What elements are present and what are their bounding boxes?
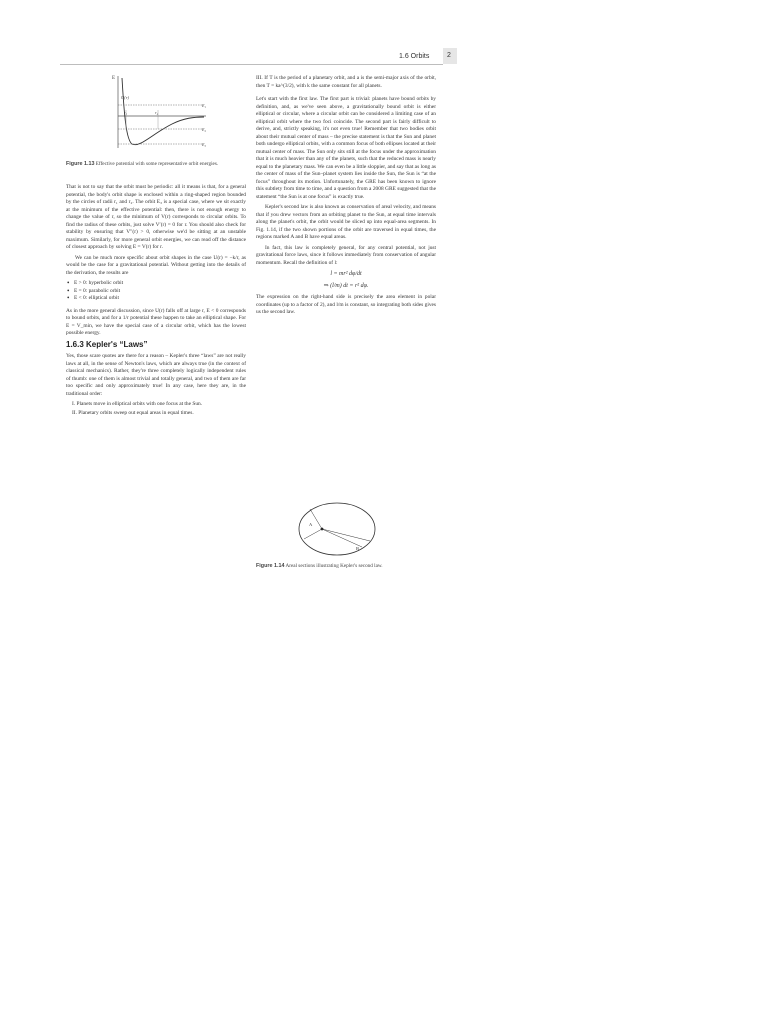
caption-label: Figure 1.13 xyxy=(66,161,95,167)
level-label-e1: E₁ xyxy=(202,103,207,108)
left-column xyxy=(66,184,246,418)
figure-1-14-areal-sections xyxy=(296,499,378,559)
header-rule xyxy=(60,64,443,65)
r1-label: r₁ xyxy=(124,110,128,115)
region-label-a: A xyxy=(309,522,313,527)
kepler-law-2: II. Planetary orbits sweep out equal areas in equal times. xyxy=(72,409,194,416)
equation-angular-momentum: l = mr² dφ/dt xyxy=(330,271,362,277)
caption-text: Areal sections illustrating Kepler's second law. xyxy=(285,563,383,569)
r2-label: r₂ xyxy=(155,110,159,115)
radius-vector xyxy=(322,529,370,541)
caption-text: Effective potential with some representative orbit energies. xyxy=(95,161,219,167)
kepler-law-3: III. If T is the period of a planetary orbit, and a is the semi-major axis of the orbit, then T = ka^(3/2), with k the same constant for all planets. xyxy=(256,75,436,89)
paragraph: As in the more general discussion, since U(r) falls off at large r, E < 0 corresponds to bound orbits, and for a 1/r potential these happen to take an elliptical shape. For E = V_min, we have the special case of a circular orbit, which has the lowest possible energy. xyxy=(66,307,246,336)
level-label-e2: E₂ xyxy=(202,127,207,132)
radius-vector xyxy=(304,529,322,539)
paragraph: We can be much more specific about orbit shapes in the case U(r) = −k/r, as would be the case for a gravitational potential. Without getting into the details of the derivation, the results are xyxy=(66,254,246,276)
equation-areal: ⇒ (l/m) dt = r² dφ. xyxy=(323,282,369,289)
right-column xyxy=(256,75,436,320)
kepler-law-1: I. Planets move in elliptical orbits with one focus at the Sun. xyxy=(72,401,203,407)
figure-1-14-caption xyxy=(256,563,436,570)
paragraph: Kepler's second law is also known as conservation of areal velocity, and means that if you drew vectors from an orbiting planet to the Sun, at equal time intervals along the planet's orbit, the orbit would be sliced up into equal-area segments. In Fig. 1.14, if the two shown portions of the orbit are traversed in equal times, the regions marked A and B have equal areas. xyxy=(256,204,436,240)
caption-label: Figure 1.14 xyxy=(256,563,285,569)
paragraph: Let's start with the first law. The first part is trivial: planets have bound orbits by definition, and, as we've seen above, a gravitationally bound orbit is either elliptical or circular, where a circular orbit can be considered a limiting case of an elliptical orbit where the two foci coincide. The second part is fairly difficult to derive, and, strictly speaking, it's not even true! Remember that two bodies orbit about their mutual center of mass – the precise statement is that the Sun and planet both undergo elliptical orbits, with a common focus of both ellipses located at their mutual center of mass. The Sun only sits still at the focus under the approximation that it is much heavier than any of the planets, such that the reduced mass is nearly equal to the planetary mass. We can even be a little sloppier, and say that as long as the center of mass of the Sun–planet system lies inside the Sun, the Sun is “at the focus” throughout its motion. Unfortunately, the GRE has been known to ignore this subtlety from time to time, and a question from a 2008 GRE suggested that the statement “the Sun is at one focus” is exactly true. xyxy=(256,96,436,200)
curve-label: U(r) xyxy=(121,95,129,100)
region-label-b: B xyxy=(356,546,360,551)
orbit-type-list xyxy=(66,280,246,303)
figure-1-13-caption xyxy=(66,161,241,168)
level-label-e3: E₃ xyxy=(202,142,207,147)
list-item: • E = 0: parabolic orbit xyxy=(74,288,246,296)
paragraph: Yes, those scare quotes are there for a reason – Kepler's three “laws” are not really laws at all, in the sense of Newton's laws, which are always true (in the context of classical mechanics). Rather, they're three completely logically independent rules of thumb: one of them is almost trivial and totally general, and two of them are far too specific and only approximately true! In any case, here they are, in the traditional order: xyxy=(66,353,246,397)
list-item: • E > 0: hyperbolic orbit xyxy=(74,280,246,288)
y-axis-label: E xyxy=(112,76,116,81)
section-heading: 1.6.3 Kepler's “Laws” xyxy=(66,339,148,349)
effective-potential-curve xyxy=(122,78,204,145)
paragraph: That is not to say that the orbit must be periodic: all it means is that, for a general potential, the body's orbit shape is enclosed within a ring-shaped region bounded by the circles of radii r₁ and r₂. The orbit E₃ is a special case, where we sit exactly at the minimum of the effective potential: then, there is not enough energy to change the value of r, so the minimum of V(r) corresponds to circular orbits. To find the radius of these orbits, just solve V′(r) = 0 for r. You should also check for stability by ensuring that V″(r) > 0, otherwise we'd be sitting at an unstable maximum. Similarly, for more general orbit energies, we can read off the distance of closest approach by solving E = V(r) for r. xyxy=(66,184,246,250)
running-header-title: 1.6 Orbits xyxy=(399,53,430,60)
orbit-ellipse xyxy=(299,503,375,555)
list-item: • E < 0: elliptical orbit xyxy=(74,295,246,303)
radius-vector xyxy=(322,529,362,547)
figure-1-13-effective-potential xyxy=(112,72,208,152)
page-number: 2 xyxy=(447,52,451,59)
paragraph: In fact, this law is completely general, for any central potential, not just gravitational force laws, since it follows immediately from conservation of angular momentum. Recall the definition of l: xyxy=(256,244,436,266)
paragraph: The expression on the right-hand side is precisely the area element in polar coordinates (up to a factor of 2), and l/m is constant, so integrating both sides gives us the second law. xyxy=(256,294,436,315)
